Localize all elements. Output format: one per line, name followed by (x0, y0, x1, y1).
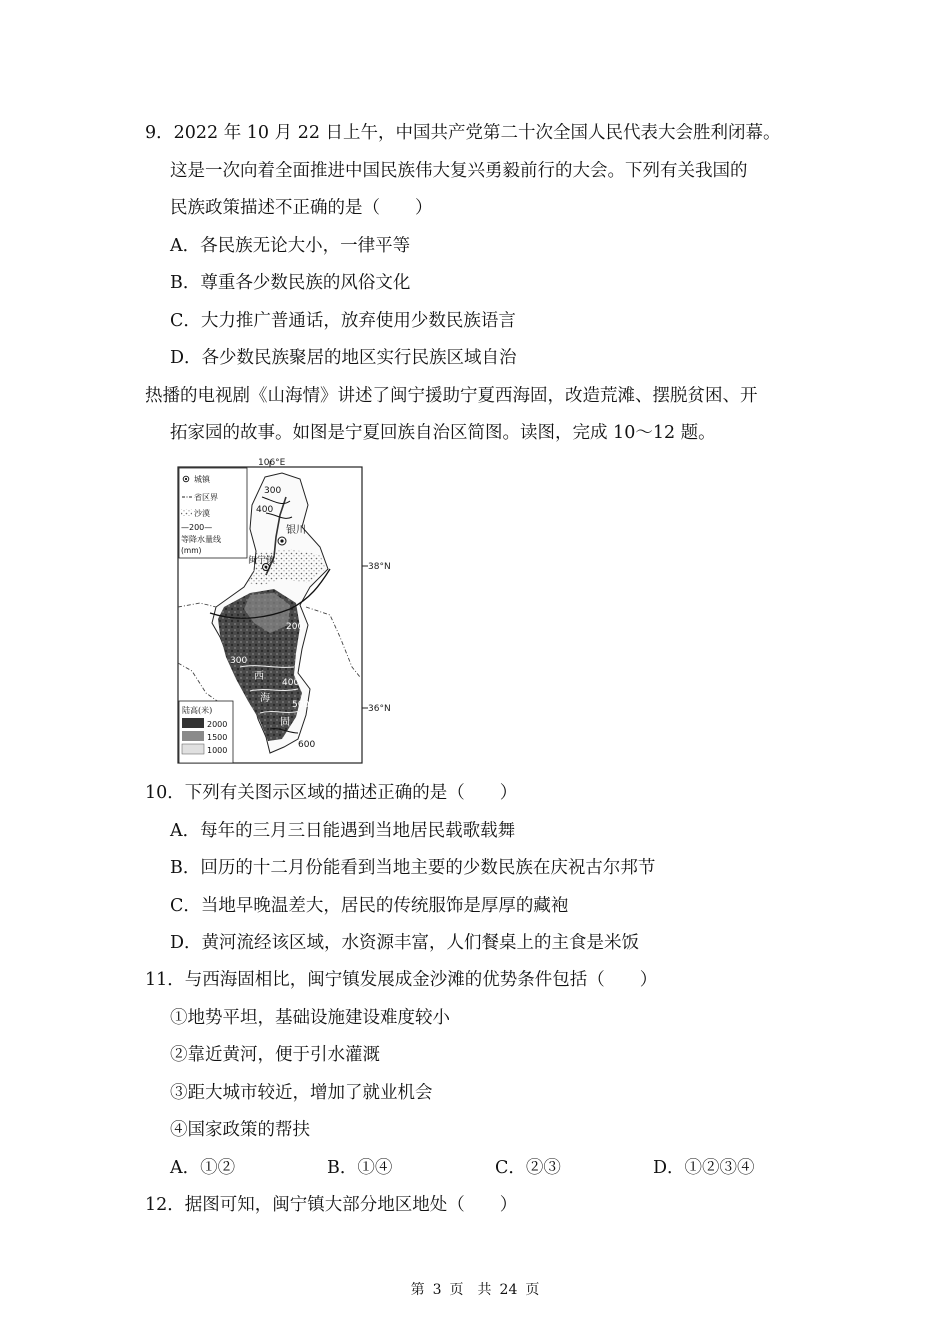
lat38-label: 38°N (368, 562, 391, 572)
elevation-swatch-1000 (182, 744, 204, 754)
page-footer (0, 1280, 950, 1300)
elevation-label-2000: 2000 (207, 720, 228, 729)
question-9-option-c: C．大力推广普通话，放弃使用少数民族语言 (170, 311, 516, 331)
question-10-stem: 10．下列有关图示区域的描述正确的是（ ） (145, 783, 518, 803)
legend-town: 城镇 (194, 475, 210, 484)
question-10-option-c: C．当地早晚温差大，居民的传统服饰是厚厚的藏袍 (170, 896, 569, 916)
question-9-option-d: D．各少数民族聚居的地区实行民族区域自治 (170, 348, 517, 368)
isohyet-label-500: 500 (292, 700, 310, 710)
elevation-legend-title: 陆高(米) (182, 706, 213, 715)
isohyet-label-300-north: 300 (264, 486, 282, 496)
question-11-option-b: B．①④ (327, 1158, 393, 1178)
footer-prefix: 第 (410, 1282, 425, 1298)
isohyet-label-400-north: 400 (256, 505, 274, 515)
isohyet-label-300-south: 300 (230, 656, 248, 666)
legend-desert-icon (181, 509, 192, 516)
elevation-swatch-1500 (182, 731, 204, 741)
question-9-stem-line-3: 民族政策描述不正确的是（ ） (170, 198, 433, 218)
isohyet-label-400-south: 400 (282, 678, 300, 688)
isohyet-label-600: 600 (298, 740, 316, 750)
legend-isohyet-unit: (mm) (181, 546, 202, 555)
question-11-stem: 11．与西海固相比，闽宁镇发展成金沙滩的优势条件包括（ ） (145, 970, 658, 990)
question-9-stem-line-2: 这是一次向着全面推进中国民族伟大复兴勇毅前行的大会。下列有关我国的 (170, 161, 748, 181)
question-12-stem: 12．据图可知，闽宁镇大部分地区地处（ ） (145, 1195, 518, 1215)
elevation-label-1500: 1500 (207, 733, 228, 742)
legend-isohyet: 等降水量线 (181, 535, 221, 544)
elevation-label-1000: 1000 (207, 746, 228, 755)
footer-suffix: 页 (525, 1282, 540, 1298)
intro-line-1: 热播的电视剧《山海情》讲述了闽宁援助宁夏西海固，改造荒滩、摆脱贫困、开 (145, 386, 758, 406)
elevation-swatch-2000 (182, 718, 204, 728)
place-xi: 西 (254, 671, 264, 682)
ningxia-map (170, 457, 396, 765)
question-11-item-1: ①地势平坦，基础设施建设难度较小 (170, 1008, 450, 1028)
footer-mid: 页 共 (449, 1282, 492, 1298)
legend-isohyet-sample: —200— (181, 523, 213, 532)
question-10-option-a: A．每年的三月三日能遇到当地居民载歌载舞 (170, 821, 516, 841)
question-11-option-c: C．②③ (495, 1158, 561, 1178)
place-hai: 海 (260, 693, 270, 704)
question-11-option-d: D．①②③④ (653, 1158, 755, 1178)
legend-boundary: 省区界 (194, 493, 218, 502)
isohyet-label-200: 200 (286, 622, 304, 632)
question-11-option-a: A．①② (170, 1158, 236, 1178)
question-9-option-b: B．尊重各少数民族的风俗文化 (170, 273, 411, 293)
place-minning: 闽宁镇 (248, 556, 276, 566)
elevation-legend (179, 701, 233, 763)
question-10-option-d: D．黄河流经该区域，水资源丰富，人们餐桌上的主食是米饭 (170, 933, 640, 953)
question-10-option-b: B．回历的十二月份能看到当地主要的少数民族在庆祝古尔邦节 (170, 858, 656, 878)
legend-desert: 沙漠 (194, 509, 210, 518)
place-gu: 固 (280, 717, 290, 728)
question-9-stem-line-1: 9．2022 年 10 月 22 日上午，中国共产党第二十次全国人民代表大会胜利闭幕。 (145, 123, 781, 143)
longitude-label: 106°E (258, 458, 286, 468)
footer-page-number: 3 (432, 1282, 442, 1298)
place-yinchuan: 银川 (286, 525, 306, 536)
map-legend (179, 468, 247, 558)
question-11-item-3: ③距大城市较近，增加了就业机会 (170, 1083, 433, 1103)
intro-line-2: 拓家园的故事。如图是宁夏回族自治区简图。读图，完成 10～12 题。 (170, 423, 716, 443)
question-11-item-2: ②靠近黄河，便于引水灌溉 (170, 1045, 380, 1065)
footer-total-pages: 24 (499, 1282, 518, 1298)
question-11-item-4: ④国家政策的帮扶 (170, 1120, 310, 1140)
lat36-label: 36°N (368, 704, 391, 714)
question-9-option-a: A．各民族无论大小，一律平等 (170, 236, 411, 256)
